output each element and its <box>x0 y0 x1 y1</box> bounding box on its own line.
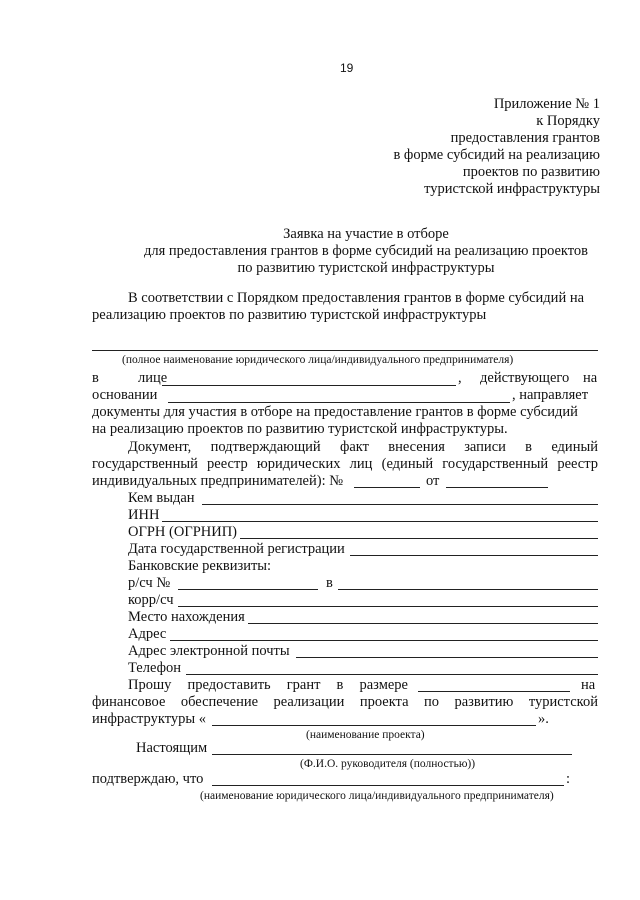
text-na: на <box>583 370 598 386</box>
appendix-line: в форме субсидий на реализацию <box>393 147 600 163</box>
word: финансовое <box>92 694 166 710</box>
confirm-line[interactable] <box>212 785 564 786</box>
project-name-line[interactable] <box>212 725 536 726</box>
word: реализации <box>273 694 345 710</box>
location-line[interactable] <box>248 623 598 624</box>
word: факт <box>339 439 369 455</box>
word: грант <box>286 677 321 693</box>
registry-line-2 <box>92 456 598 473</box>
bank-name-line[interactable] <box>338 589 598 590</box>
caption-project: (наименование проекта) <box>306 729 425 741</box>
word: внесения <box>388 439 445 455</box>
issued-by-line[interactable] <box>202 504 598 505</box>
word: проекта <box>359 694 409 710</box>
text-acting: действующего <box>480 370 570 386</box>
word: в <box>336 677 344 693</box>
caption-head: (Ф.И.О. руководителя (полностью)) <box>300 758 476 770</box>
corr-line[interactable] <box>178 606 598 607</box>
request-line-3: инфраструктуры « <box>92 711 206 727</box>
entity-name-line[interactable] <box>92 350 598 351</box>
word: реестр <box>207 456 248 472</box>
appendix-line: проектов по развитию <box>462 164 600 180</box>
issued-by-label: Кем выдан <box>128 490 195 506</box>
email-line[interactable] <box>296 657 598 658</box>
basis-line[interactable] <box>168 402 510 403</box>
title-line: Заявка на участие в отборе <box>283 226 449 242</box>
title-line: для предоставления грантов в форме субсидий на реализацию проектов <box>143 243 589 259</box>
reg-date-line[interactable] <box>350 555 598 556</box>
reg-date-label: Дата государственной регистрации <box>128 541 345 557</box>
text-na-2: на <box>581 677 596 693</box>
word: государственный <box>92 456 198 472</box>
appendix-line: туристской инфраструктуры <box>424 181 600 197</box>
documents-line: на реализацию проектов по развитию туристской инфраструктуры. <box>92 421 508 437</box>
word: Документ, <box>128 439 192 455</box>
confirm-label: подтверждаю, что <box>92 771 204 787</box>
title-line: по развитию туристской инфраструктуры <box>237 260 495 276</box>
hereby-label: Настоящим <box>136 740 208 756</box>
address-label: Адрес <box>128 626 167 642</box>
word: лиц <box>349 456 373 472</box>
word: по <box>423 694 439 710</box>
ogrn-label: ОГРН (ОГРНИП) <box>128 524 238 540</box>
word: реестр <box>557 456 598 472</box>
word: подтверждающий <box>210 439 321 455</box>
word: единый <box>551 439 598 455</box>
text-ot: от <box>426 473 440 489</box>
confirm-colon: : <box>566 771 571 787</box>
registry-number-line[interactable] <box>354 487 420 488</box>
representative-line[interactable] <box>162 385 456 386</box>
inn-line[interactable] <box>162 521 598 522</box>
head-name-line[interactable] <box>212 754 572 755</box>
word: Прошу <box>128 677 172 693</box>
caption-entity-2: (наименование юридического лица/индивидуального предпринимателя) <box>200 790 554 802</box>
corr-label: корр/сч <box>128 592 174 608</box>
account-label: р/сч № <box>128 575 171 591</box>
caption-entity: (полное наименование юридического лица/индивидуального предпринимателя) <box>122 354 514 366</box>
word: в <box>525 439 533 455</box>
text-comma: , <box>458 370 462 386</box>
text-sends: , направляет <box>512 387 589 403</box>
grant-amount-line[interactable] <box>418 691 570 692</box>
location-label: Место нахождения <box>128 609 245 625</box>
registry-line-3: индивидуальных предпринимателей): № <box>92 473 344 489</box>
word: туристской <box>528 694 598 710</box>
inn-label: ИНН <box>128 507 160 523</box>
registry-line-1 <box>128 439 598 456</box>
text-v: в <box>92 370 99 386</box>
word: государственный <box>442 456 549 472</box>
request-line-1 <box>128 677 408 694</box>
ogrn-line[interactable] <box>240 538 598 539</box>
email-label: Адрес электронной почты <box>128 643 290 659</box>
page-number: 19 <box>340 61 354 75</box>
request-line-2 <box>92 694 598 711</box>
registry-date-line[interactable] <box>446 487 548 488</box>
intro-line: реализацию проектов по развитию туристской инфраструктуры <box>92 307 487 323</box>
word: (единый <box>381 456 434 472</box>
appendix-line: к Порядку <box>536 113 600 129</box>
word: предоставить <box>187 677 271 693</box>
word: юридических <box>256 456 341 472</box>
request-line-3-end: ». <box>538 711 549 727</box>
address-line[interactable] <box>170 640 598 641</box>
text-basis: основании <box>92 387 158 403</box>
word: развитию <box>454 694 514 710</box>
appendix-line: Приложение № 1 <box>493 96 600 112</box>
appendix-line: предоставления грантов <box>450 130 600 146</box>
phone-line[interactable] <box>186 674 598 675</box>
phone-label: Телефон <box>128 660 181 676</box>
word: обеспечение <box>180 694 259 710</box>
account-in-label: в <box>326 575 333 591</box>
intro-line: В соответствии с Порядком предоставления грантов в форме субсидий на <box>128 290 585 306</box>
account-line[interactable] <box>178 589 318 590</box>
documents-line: документы для участия в отборе на предоставление грантов в форме субсидий <box>92 404 578 420</box>
text-litse: лице <box>138 370 168 386</box>
word: записи <box>464 439 506 455</box>
bank-label: Банковские реквизиты: <box>128 558 272 574</box>
word: размере <box>359 677 408 693</box>
